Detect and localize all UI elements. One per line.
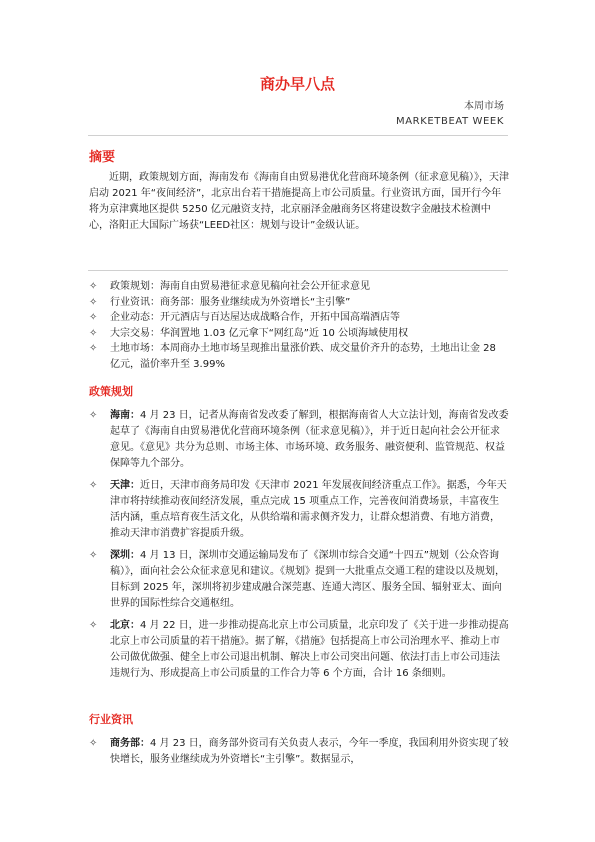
page-title: 商办早八点 — [259, 75, 335, 93]
list-item — [89, 326, 509, 342]
item-text: 4 月 22 日，进一步推动提高北京上市公司质量，北京印发了《关于进一步推动提高北京上市公司质量的若干措施》。据了解，《措施》包括提高上市公司治理水平、推动上市公司做优做强、健全上市公司退出机制、解决上市公司突出问题、依法打击上市公司违法违规行为、形成提高上市公司质量的工作合力等 6 个方面，合计 16 条细则。 — [110, 620, 509, 679]
item-lead: 北京： — [110, 620, 140, 631]
diamond-bullet-icon: ✧ — [89, 296, 98, 308]
list-item — [89, 736, 509, 768]
item-lead: 深圳： — [110, 550, 140, 561]
divider-summary — [88, 270, 508, 271]
diamond-bullet-icon: ✧ — [89, 281, 98, 292]
item-text: 近日，天津市商务局印发《天津市 2021 年发展夜间经济重点工作》。据悉，今年天津市将持续推动夜间经济发展，重点完成 15 项重点工作，完善夜间消费场景，丰富夜生活内涵，重点培育夜生活文化，从供给端和需求侧齐发力，让群众想消费、有地方消费，推动天津市消费扩容提质升级。 — [110, 480, 507, 539]
highlight-text: 行业资讯：商务部：服务业继续成为外资增长“主引擎” — [110, 296, 351, 308]
list-item — [89, 341, 509, 372]
highlight-text: 土地市场：本周商办土地市场呈现推出量涨价跌、成交量价齐升的态势，土地出让金 28 亿元，溢价率升至 3.99% — [110, 343, 496, 370]
list-item — [89, 618, 509, 682]
list-item — [89, 548, 509, 612]
item-lead: 海南： — [110, 410, 140, 421]
item-lead: 天津： — [110, 480, 140, 491]
item-text: 4 月 13 日，深圳市交通运输局发布了《深圳市综合交通“十四五”规划（公众咨询稿）》，面向社会公众征求意见和建议。《规划》提到一大批重点交通工程的建设以及规划，目标到 2025 年，深圳将初步建成融合深莞惠、连通大湾区、服务全国、辐射亚太、面向世界的国际性综合交通枢纽。 — [110, 550, 505, 609]
policy-heading: 政策规划 — [89, 385, 133, 398]
diamond-bullet-icon: ✧ — [89, 327, 98, 339]
item-lead: 商务部： — [110, 738, 150, 749]
list-item — [89, 408, 509, 472]
highlight-text: 大宗交易：华润置地 1.03 亿元拿下“网红岛”近 10 公顷海域使用权 — [110, 327, 409, 339]
diamond-bullet-icon: ✧ — [89, 550, 98, 561]
list-item — [89, 310, 509, 326]
list-item — [89, 279, 509, 295]
policy-list — [89, 408, 509, 688]
diamond-bullet-icon: ✧ — [89, 312, 98, 323]
divider-top — [88, 135, 508, 136]
highlights-list — [89, 279, 509, 372]
subtitle-cn: 本周市场 — [464, 101, 504, 112]
industry-list — [89, 736, 509, 774]
summary-heading: 摘要 — [89, 150, 116, 165]
item-text: 4 月 23 日，商务部外资司有关负责人表示，今年一季度，我国利用外资实现了较快增长，服务业继续成为外资增长“主引擎”。数据显示， — [110, 738, 509, 765]
diamond-bullet-icon: ✧ — [89, 480, 98, 491]
item-text: 4 月 23 日，记者从海南省发改委了解到，根据海南省人大立法计划，海南省发改委起草了《海南自由贸易港优化营商环境条例（征求意见稿）》，并于近日起向社会公开征求意见。《意见》共分为总则、市场主体、市场环境、政务服务、融资便利、监管规范、权益保障等九个部分。 — [110, 410, 509, 469]
industry-heading: 行业资讯 — [89, 713, 133, 726]
highlight-text: 企业动态：开元酒店与百达屋达成战略合作，开拓中国高端酒店等 — [110, 312, 400, 323]
diamond-bullet-icon: ✧ — [89, 738, 98, 749]
diamond-bullet-icon: ✧ — [89, 620, 98, 631]
diamond-bullet-icon: ✧ — [89, 410, 98, 421]
diamond-bullet-icon: ✧ — [89, 343, 98, 354]
summary-text: 近期，政策规划方面，海南发布《海南自由贸易港优化营商环境条例（征求意见稿）》，天津启动 2021 年“夜间经济”，北京出台若干措施提高上市公司质量。行业资讯方面，国开行今年将为京津冀地区提供 5250 亿元融资支持，北京丽泽金融商务区将建设数字金融技术检测中心，洛阳正大国际广场获“LEED社区：规划与设计”金级认证。 — [89, 172, 509, 231]
subtitle-en: MARKETBEAT WEEK — [395, 116, 504, 127]
highlight-text: 政策规划：海南自由贸易港征求意见稿向社会公开征求意见 — [110, 281, 370, 292]
list-item — [89, 295, 509, 311]
list-item — [89, 478, 509, 542]
